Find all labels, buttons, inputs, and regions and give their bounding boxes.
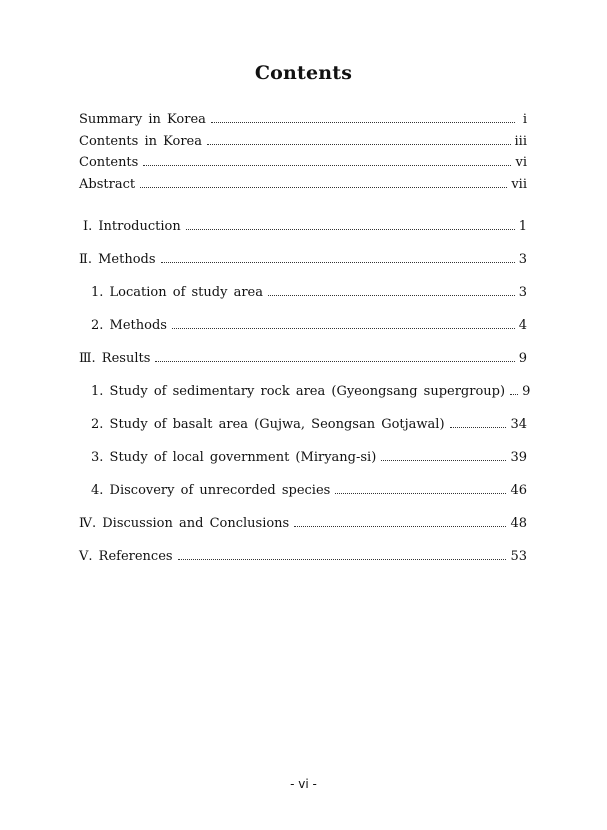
toc-section-basalt-area [79, 418, 527, 451]
toc-entry-page: 48 [510, 516, 527, 531]
toc-entry-label: 3. Study of local government (Miryang-si) [91, 450, 377, 465]
front-matter-list [79, 113, 527, 199]
toc-entry-label: 1. Study of sedimentary rock area (Gyeongsang supergroup) [91, 384, 506, 399]
toc-entry-label: 2. Methods [91, 318, 167, 333]
toc-entry-page: 4 [518, 318, 527, 333]
dot-leader [178, 559, 507, 560]
toc-chapter-references [79, 550, 527, 583]
dot-leader [143, 165, 511, 166]
dot-leader [294, 526, 506, 527]
toc-entry-label: 1. Location of study area [91, 285, 263, 300]
toc-entry-contents [79, 156, 527, 178]
toc-entry-page: 46 [510, 483, 527, 498]
toc-entry-label: Ⅴ. References [79, 549, 173, 564]
toc-entry-page: 3 [518, 252, 527, 267]
toc-entry-summary-in-korea [79, 113, 527, 135]
toc-entry-page: 53 [510, 549, 527, 564]
dot-leader [335, 493, 506, 494]
dot-leader [268, 295, 515, 296]
dot-leader [172, 328, 515, 329]
dot-leader [140, 187, 507, 188]
dot-leader [510, 394, 518, 395]
toc-chapter-introduction [79, 220, 527, 253]
toc-entry-label: 2. Study of basalt area (Gujwa, Seongsan Gotjawal) [91, 417, 445, 432]
toc-chapter-results [79, 352, 527, 385]
dot-leader [211, 122, 515, 123]
dot-leader [207, 144, 511, 145]
toc-entry-label: Ⅰ. Introduction [83, 219, 181, 234]
toc-chapter-discussion [79, 517, 527, 550]
dot-leader [155, 361, 514, 362]
toc-entry-abstract [79, 178, 527, 200]
toc-entry-label: Contents in Korea [79, 133, 202, 149]
page-title: Contents [254, 62, 353, 84]
toc-entry-label: Ⅱ. Methods [79, 252, 156, 267]
toc-entry-page: 9 [518, 351, 527, 366]
toc-entry-page: 1 [518, 219, 527, 234]
dot-leader [161, 262, 515, 263]
page-number: - vi - [290, 777, 317, 791]
toc-section-methods [79, 319, 527, 352]
toc-entry-label: Abstract [79, 176, 136, 192]
toc-entry-page: 34 [510, 417, 527, 432]
dot-leader [381, 460, 506, 461]
toc-entry-contents-in-korea [79, 135, 527, 157]
toc-entry-page: 3 [518, 285, 527, 300]
toc-section-unrecorded-species [79, 484, 527, 517]
toc-entry-label: Summary in Korea [79, 112, 206, 127]
toc-entry-page: 39 [510, 450, 527, 465]
toc-entry-page: iii [514, 133, 527, 149]
toc-chapter-methods [79, 253, 527, 286]
toc-entry-label: Ⅳ. Discussion and Conclusions [79, 516, 290, 531]
toc-section-sedimentary-rock-area [79, 384, 531, 418]
chapter-list [79, 219, 531, 583]
dot-leader [186, 229, 515, 230]
toc-section-location-of-study-area [79, 286, 527, 319]
dot-leader [450, 427, 507, 428]
toc-entry-page: i [522, 112, 527, 127]
toc-entry-label: Ⅲ. Results [79, 351, 151, 366]
toc-entry-page: 9 [522, 384, 531, 399]
toc-section-local-government [79, 451, 527, 484]
toc-entry-page: vii [511, 176, 527, 192]
toc-entry-label: 4. Discovery of unrecorded species [91, 483, 331, 498]
toc-entry-label: Contents [79, 155, 139, 170]
toc-entry-page: vi [515, 155, 527, 170]
